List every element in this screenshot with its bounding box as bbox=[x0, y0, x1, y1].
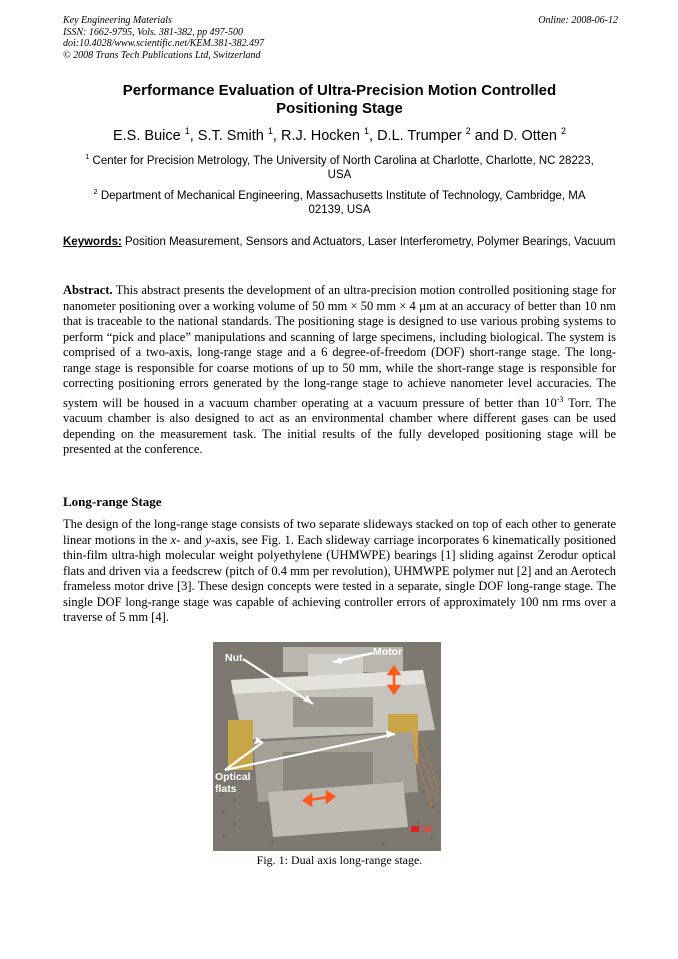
affiliation-number: 2 bbox=[93, 187, 98, 196]
author-list bbox=[63, 122, 616, 145]
issn-line: ISSN: 1662-9795, Vols. 381-382, pp 497-500 bbox=[63, 26, 243, 38]
affiliation-line-2: USA bbox=[327, 169, 352, 182]
author-separator: , bbox=[189, 127, 198, 144]
abstract-text-2: Torr. The vacuum chamber is also designed to act as an environmental chamber where different gases can be used depending on the measurement task. The initial results of the fully developed positioning stage will be presented at the conference. bbox=[63, 395, 616, 457]
affiliation-line-1: Center for Precision Metrology, The University of North Carolina at Charlotte, Charlotte, NC 28223, bbox=[92, 154, 594, 167]
abstract-label: Abstract. bbox=[63, 283, 113, 297]
label-nut: Nut bbox=[225, 652, 243, 664]
abstract-exponent: -3 bbox=[556, 394, 564, 404]
stage-photo bbox=[213, 642, 441, 851]
online-date: Online: 2008-06-12 bbox=[538, 15, 618, 26]
journal-name: Key Engineering Materials bbox=[63, 15, 172, 26]
affiliation-line-2: 02139, USA bbox=[308, 204, 371, 217]
author-and: and bbox=[470, 127, 503, 144]
keywords bbox=[63, 235, 616, 249]
author-name: E.S. Buice bbox=[112, 127, 181, 144]
title-line-1: Performance Evaluation of Ultra-Precision Motion Controlled bbox=[122, 82, 557, 99]
paper-title bbox=[63, 82, 616, 118]
keywords-label: Keywords: bbox=[63, 236, 122, 248]
x-axis-symbol: x bbox=[170, 532, 177, 547]
affiliation-1 bbox=[63, 150, 616, 183]
author-affiliation-mark: 2 bbox=[561, 126, 567, 136]
author-affiliation-mark: 1 bbox=[267, 126, 273, 136]
paragraph-text: -axis, see Fig. 1. Each slideway carriage incorporates 6 kinematically positioned thin-film ultra-high molecular weight polyethylene (UHMWPE) bearings [1] sliding against Zerodur optical flats and driven via a feedscrew (pitch of 0.4 mm per revolution), UHMWPE polymer nut [2] and an Aerotech frameless motor drive [3]. These design concepts were tested in a separate, single DOF long-range stage. The single DOF long-range stage was capable of achieving controller errors of approximately 100 nm rms over a traverse of 5 mm [4]. bbox=[63, 532, 616, 624]
label-flats: flats bbox=[215, 783, 237, 795]
label-mark: 10 bbox=[422, 824, 433, 834]
left-bearing-pad bbox=[228, 720, 253, 770]
author-affiliation-mark: 1 bbox=[184, 126, 190, 136]
doi-line: doi:10.4028/www.scientific.net/KEM.381-382.497 bbox=[63, 38, 265, 49]
figure-caption: Fig. 1: Dual axis long-range stage. bbox=[256, 853, 423, 867]
author-name: D. Otten bbox=[502, 127, 557, 144]
author-name: R.J. Hocken bbox=[280, 127, 360, 144]
keywords-text: Position Measurement, Sensors and Actuators, Laser Interferometry, Polymer Bearings, Vacuum bbox=[121, 236, 616, 248]
paragraph-text: - and bbox=[176, 532, 206, 547]
copyright-line: © 2008 Trans Tech Publications Ltd, Switzerland bbox=[63, 49, 261, 61]
author-affiliation-mark: 1 bbox=[363, 126, 369, 136]
affiliation-number: 1 bbox=[85, 152, 90, 161]
label-motor: Motor bbox=[373, 646, 403, 658]
y-axis-symbol: y bbox=[205, 532, 211, 547]
author-separator: , bbox=[369, 127, 378, 144]
abstract-text-1: This abstract presents the development of an ultra-precision motion controlled positioning stage for nanometer positioning over a working volume of 50 mm × 50 mm × 4 µm at an accuracy of better than 10 nm that is traceable to the national standards. The positioning stage is designed to use various probing systems to perform “pick and place” manipulations and scanning of large specimens, including biological. The system is comprised of a two-axis, long-range stage and a 6 degree-of-freedom (DOF) short-range stage. The long-range stage is responsible for coarse motions of up to 50 mm, while the short-range stage is responsible for correcting positioning errors generated by the long-range stage to achieve nanometer level accuracies. The system will be housed in a vacuum chamber operating at a vacuum pressure of better than 10 bbox=[63, 283, 616, 410]
affiliation-2 bbox=[63, 185, 616, 218]
stage-photo-drawing bbox=[213, 642, 441, 851]
scale-marker bbox=[411, 826, 419, 832]
affiliation-line-1: Department of Mechanical Engineering, Massachusetts Institute of Technology, Cambridge, MA bbox=[100, 189, 586, 202]
section-heading: Long-range Stage bbox=[63, 494, 162, 509]
author-name: S.T. Smith bbox=[197, 127, 264, 144]
author-name: D.L. Trumper bbox=[377, 127, 462, 144]
author-separator: , bbox=[272, 127, 281, 144]
abstract bbox=[63, 283, 616, 458]
journal-header bbox=[63, 15, 618, 61]
title-line-2: Positioning Stage bbox=[276, 100, 403, 117]
author-affiliation-mark: 2 bbox=[465, 126, 471, 136]
long-range-paragraph bbox=[63, 517, 616, 626]
paragraph-text: The design of the long-range stage consists of two separate slideways stacked on top of each other to generate linear motions in the bbox=[63, 517, 616, 547]
label-optical: Optical bbox=[215, 771, 251, 783]
